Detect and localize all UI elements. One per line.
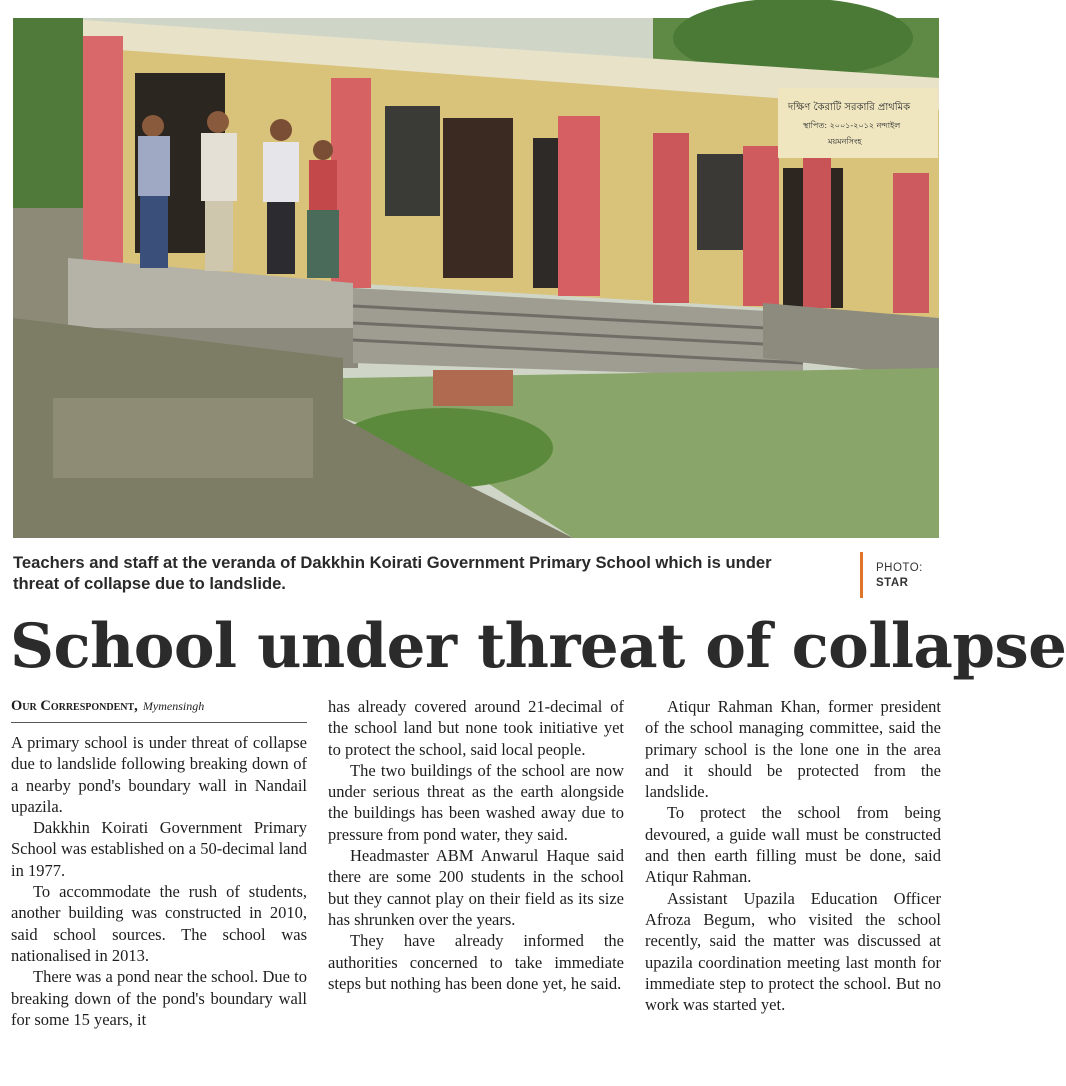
signboard-line-1: দক্ষিণ কৈরাটি সরকারি প্রাথমিক: [788, 102, 911, 113]
paragraph: Atiqur Rahman Khan, former president of the school managing committee, said the primary school is the lone one in the area and it should be protected from the landslide.: [645, 697, 941, 802]
school-photo-illustration: [13, 18, 939, 538]
paragraph: Assistant Upazila Education Officer Afroza Begum, who visited the school recently, said the matter was discussed at upazila coordination meeting last month for immediate step to protect the school. But no work was started yet.: [645, 888, 941, 1015]
column-3: [645, 696, 941, 1084]
person-2: [201, 111, 237, 271]
photo-credit-label: PHOTO:: [876, 562, 923, 574]
signboard-line-3: ময়মনসিংহ: [828, 137, 862, 146]
paragraph: A primary school is under threat of collapse due to landslide following breaking down of a nearby pond's boundary wall in Nandail upazila.: [11, 733, 307, 816]
byline: [11, 696, 307, 723]
column-2: [328, 696, 624, 1084]
paragraph: has already covered around 21-decimal of the school land but none took initiative yet to protect the school, said local people.: [328, 697, 624, 759]
paragraph: They have already informed the authorities concerned to take immediate steps but nothing has been done yet, he said.: [328, 931, 624, 993]
paragraph: Dakkhin Koirati Government Primary School was established on a 50-decimal land in 1977.: [11, 818, 308, 880]
news-photo: [13, 18, 939, 538]
person-3: [263, 119, 299, 274]
article-headline: School under threat of collapse: [10, 611, 1066, 682]
paragraph: Headmaster ABM Anwarul Haque said there are some 200 students in the school but they cannot play on their field as its size has shrunken over the years.: [328, 846, 624, 929]
photo-credit-source: STAR: [876, 577, 909, 589]
credit-divider: [860, 552, 863, 598]
paragraph: The two buildings of the school are now under serious threat as the earth alongside the buildings has been washed away due to pressure from pond water, they said.: [328, 760, 624, 844]
column-1: [11, 696, 307, 1084]
byline-location: Mymensingh: [142, 699, 205, 713]
paragraph: To protect the school from being devoured, a guide wall must be constructed and then earth filling must be done, said Atiqur Rahman.: [645, 803, 941, 887]
photo-credit: [876, 561, 944, 591]
byline-author: Our Correspondent,: [11, 698, 138, 714]
article-body: [11, 696, 940, 1084]
person-1: [138, 115, 170, 268]
photo-caption: Teachers and staff at the veranda of Dakkhin Koirati Government Primary School which is under threat of collapse due to landslide.: [13, 553, 772, 593]
signboard-line-2: স্থাপিত: ২০০১-২০১২ নন্দাইল: [803, 121, 901, 130]
paragraph: To accommodate the rush of students, another building was constructed in 2010, said school sources. The school was nationalised in 2013.: [11, 882, 307, 965]
paragraph: There was a pond near the school. Due to breaking down of the pond's boundary wall for some 15 years, it: [11, 967, 307, 1029]
person-4: [307, 140, 339, 278]
